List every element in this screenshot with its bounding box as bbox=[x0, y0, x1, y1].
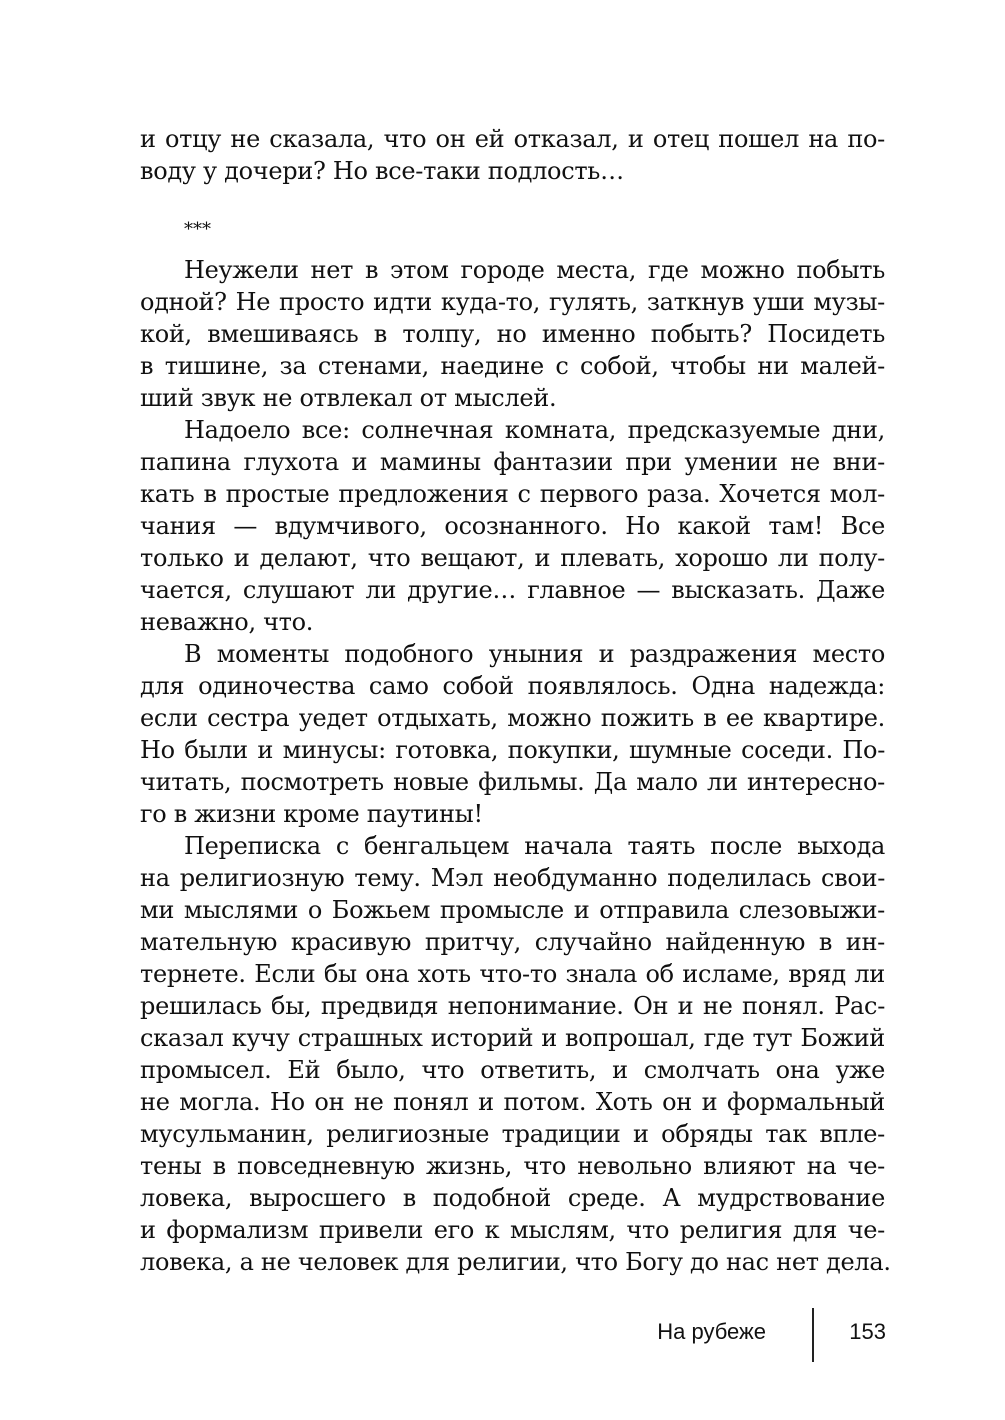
paragraph bbox=[140, 830, 891, 1278]
text-line: в тишине, за стенами, наедине с собой, чтобы ни малей- bbox=[140, 352, 885, 380]
text-line: кать в простые предложения с первого раза. Хочется мол- bbox=[140, 480, 885, 508]
text-line: сказал кучу страшных историй и вопрошал, где тут Божий bbox=[140, 1024, 885, 1052]
text-line: В моменты подобного уныния и раздражения место bbox=[184, 640, 885, 668]
text-line: не могла. Но он не понял и потом. Хоть он и формальный bbox=[140, 1088, 885, 1116]
main-text bbox=[140, 254, 891, 1278]
text-line: ловека, выросшего в подобной среде. А мудрствование bbox=[140, 1184, 885, 1212]
text-line: Но были и минусы: готовка, покупки, шумные соседи. По- bbox=[140, 736, 885, 764]
text-line: воду у дочери? Но все-таки подлость… bbox=[140, 157, 624, 185]
text-line: папина глухота и мамины фантазии при умении не вни- bbox=[140, 448, 885, 476]
text-line: и формализм привели его к мыслям, что религия для че- bbox=[140, 1216, 885, 1244]
running-title: На рубеже bbox=[657, 1319, 766, 1344]
text-line: только и делают, что вещают, и плевать, хорошо ли полу- bbox=[140, 544, 885, 572]
text-line: го в жизни кроме паутины! bbox=[140, 800, 483, 828]
text-line: неважно, что. bbox=[140, 608, 314, 636]
text-line: Надоело все: солнечная комната, предсказуемые дни, bbox=[184, 416, 885, 444]
text-line: чания — вдумчивого, осознанного. Но какой там! Все bbox=[140, 512, 885, 540]
footer-divider bbox=[812, 1308, 814, 1362]
page-number: 153 bbox=[849, 1319, 886, 1344]
text-line: Неужели нет в этом городе места, где можно побыть bbox=[184, 256, 885, 284]
text-line: мусульманин, религиозные традиции и обряды так впле- bbox=[140, 1120, 885, 1148]
paragraph bbox=[140, 638, 885, 830]
text-line: на религиозную тему. Мэл необдуманно поделилась свои- bbox=[140, 864, 885, 892]
paragraph bbox=[140, 414, 885, 638]
text-line: кой, вмешиваясь в толпу, но именно побыть? Посидеть bbox=[140, 320, 885, 348]
text-line: ми мыслями о Божьем промысле и отправила слезовыжи- bbox=[140, 896, 885, 924]
text-line: тены в повседневную жизнь, что невольно влияют на че- bbox=[140, 1152, 885, 1180]
text-line: читать, посмотреть новые фильмы. Да мало ли интересно- bbox=[140, 768, 885, 796]
text-line: если сестра уедет отдыхать, можно пожить в ее квартире. bbox=[140, 704, 885, 732]
text-line: тернете. Если бы она хоть что-то знала об исламе, вряд ли bbox=[140, 960, 885, 988]
text-line: ший звук не отвлекал от мыслей. bbox=[140, 384, 557, 412]
paragraph bbox=[140, 254, 885, 414]
text-line: для одиночества само собой появлялось. Одна надежда: bbox=[140, 672, 885, 700]
text-line: ловека, а не человек для религии, что Богу до нас нет дела. bbox=[140, 1248, 891, 1276]
text-line: промысел. Ей было, что ответить, и смолчать она уже bbox=[140, 1056, 885, 1084]
text-line: и отцу не сказала, что он ей отказал, и отец пошел на по- bbox=[140, 125, 885, 153]
text-line: Переписка с бенгальцем начала таять после выхода bbox=[184, 832, 885, 860]
text-line: чается, слушают ли другие… главное — высказать. Даже bbox=[140, 576, 885, 604]
section-separator: *** bbox=[184, 219, 211, 240]
text-line: одной? Не просто идти куда-то, гулять, заткнув уши музы- bbox=[140, 288, 885, 316]
text-line: мательную красивую притчу, случайно найденную в ин- bbox=[140, 928, 885, 956]
text-line: решилась бы, предвидя непонимание. Он и не понял. Рас- bbox=[140, 992, 885, 1020]
opening-text bbox=[140, 123, 885, 187]
